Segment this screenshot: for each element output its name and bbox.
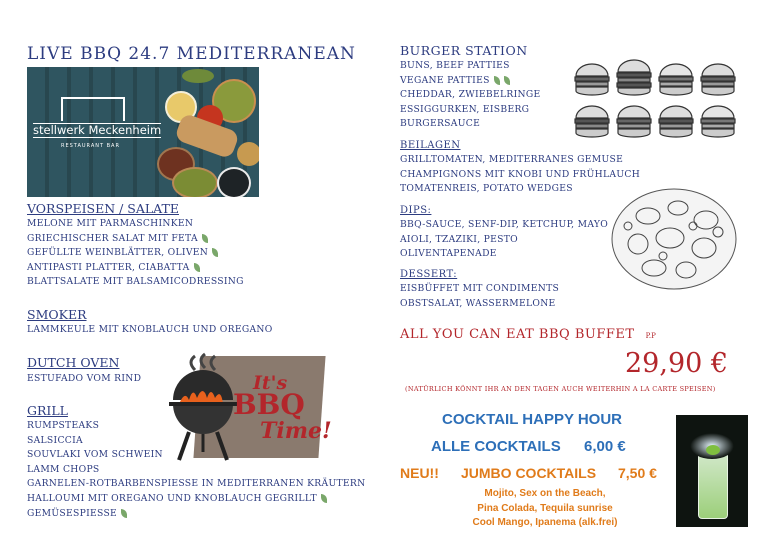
list-item: Cool Mango, Ipanema (alk.frei): [472, 517, 618, 528]
logo-subtitle: RESTAURANT BAR: [61, 143, 120, 149]
leaf-icon: [202, 234, 208, 243]
dessert-heading: DESSERT:: [400, 269, 458, 280]
beilagen-list: [400, 153, 640, 197]
list-item: BUNS, BEEF PATTIES: [400, 60, 510, 71]
grill-heading: GRILL: [27, 403, 68, 418]
buffet-note: (NATÜRLICH KÖNNT IHR AN DEN TAGEN AUCH WEITERHIN A LA CARTE SPEISEN): [405, 385, 716, 393]
vorspeisen-heading: VORSPEISEN / SALATE: [27, 201, 179, 216]
list-item: EISBÜFFET MIT CONDIMENTS: [400, 283, 560, 294]
list-item: BBQ-SAUCE, SENF-DIP, KETCHUP, MAYO: [400, 219, 609, 230]
jumbo-price: 7,50 €: [618, 465, 657, 481]
list-item: VEGANE PATTIES: [400, 74, 541, 89]
list-item: ESSIGGURKEN, EISBERG: [400, 103, 530, 115]
leaf-icon: [504, 76, 510, 85]
buffet-label: ALL YOU CAN EAT BBQ BUFFET: [400, 327, 635, 342]
list-item: BLATTSALATE MIT BALSAMICODRESSING: [27, 276, 244, 288]
list-item: LAMM CHOPS: [27, 463, 100, 475]
burger-list: [400, 59, 541, 132]
building-icon: [61, 97, 125, 121]
alle-cocktails-price: 6,00 €: [584, 438, 626, 455]
page-title: LIVE BBQ 24.7 MEDITERRANEAN: [27, 44, 356, 64]
bbq-sign-line2: BBQ: [233, 388, 305, 421]
list-item: MELONE MIT PARMASCHINKEN: [27, 218, 194, 229]
food-illustration: [608, 186, 740, 292]
list-item: GEFÜLLTE WEINBLÄTTER, OLIVEN: [27, 246, 244, 261]
beilagen-heading: BEILAGEN: [400, 140, 461, 151]
dutch-oven-heading: DUTCH OVEN: [27, 355, 120, 370]
list-item: BURGERSAUCE: [400, 118, 481, 130]
list-item: CHEDDAR, ZWIEBELRINGE: [400, 89, 541, 101]
cocktail-title: COCKTAIL HAPPY HOUR: [442, 411, 623, 428]
list-item: ESTUFADO VOM RIND: [27, 373, 142, 384]
burger-illustrations: [572, 54, 747, 144]
jumbo-label: JUMBO COCKTAILS: [461, 465, 597, 481]
list-item: CHAMPIGNONS MIT KNOBI UND FRÜHLAUCH: [400, 168, 641, 180]
cocktail-list: [445, 487, 645, 531]
glass-icon: [698, 455, 728, 519]
alle-cocktails-label: ALLE COCKTAILS: [431, 438, 561, 455]
food-circle-icon: [608, 186, 740, 292]
leaf-icon: [194, 263, 200, 272]
list-item: LAMMKEULE MIT KNOBLAUCH UND OREGANO: [27, 324, 273, 335]
leaf-icon: [121, 509, 127, 518]
leaf-icon: [494, 76, 500, 85]
buffet-price: 29,90 €: [625, 348, 729, 379]
leaf-icon: [212, 248, 218, 257]
list-item: AIOLI, TZAZIKI, PESTO: [400, 233, 519, 245]
list-item: RUMPSTEAKS: [27, 420, 100, 431]
list-item: OLIVENTAPENADE: [400, 248, 497, 260]
list-item: OBSTSALAT, WASSERMELONE: [400, 297, 556, 309]
smoker-heading: SMOKER: [27, 307, 87, 322]
leaf-icon: [321, 494, 327, 503]
list-item: SOUVLAKI VOM SCHWEIN: [27, 449, 163, 461]
buffet-line: [400, 323, 656, 342]
bbq-time-sign: [165, 352, 345, 462]
dessert-list: [400, 282, 559, 311]
logo-name: stellwerk Meckenheim: [33, 123, 162, 137]
vorspeisen-list: [27, 217, 244, 290]
list-item: GRILLTOMATEN, MEDITERRANES GEMUSE: [400, 154, 624, 165]
food-photo: [27, 67, 259, 197]
list-item: Mojito, Sex on the Beach,: [484, 488, 606, 499]
bbq-sign-line1: It's: [253, 372, 288, 394]
dips-heading: DIPS:: [400, 205, 432, 216]
list-item: Pina Colada, Tequila sunrise: [477, 502, 613, 514]
neu-label: NEU!!: [400, 465, 439, 481]
list-item: ANTIPASTI PLATTER, CIABATTA: [27, 261, 244, 276]
bbq-sign-line3: Time!: [260, 418, 332, 444]
list-item: GEMÜSESPIESSE: [27, 507, 366, 522]
cocktail-photo: [676, 415, 748, 527]
list-item: TOMATENREIS, POTATO WEDGES: [400, 183, 573, 195]
list-item: GARNELEN-ROTBARBENSPIESSE IN MEDITERRANEN KRÄUTERN: [27, 478, 366, 490]
burger-icon: [572, 54, 747, 144]
buffet-pp: P.P: [645, 332, 656, 340]
burger-heading: BURGER STATION: [400, 43, 528, 58]
list-item: SALSICCIA: [27, 434, 83, 446]
dips-list: [400, 218, 608, 262]
list-item: GRIECHISCHER SALAT MIT FETA: [27, 232, 244, 247]
list-item: HALLOUMI MIT OREGANO UND KNOBLAUCH GEGRILLT: [27, 492, 366, 507]
